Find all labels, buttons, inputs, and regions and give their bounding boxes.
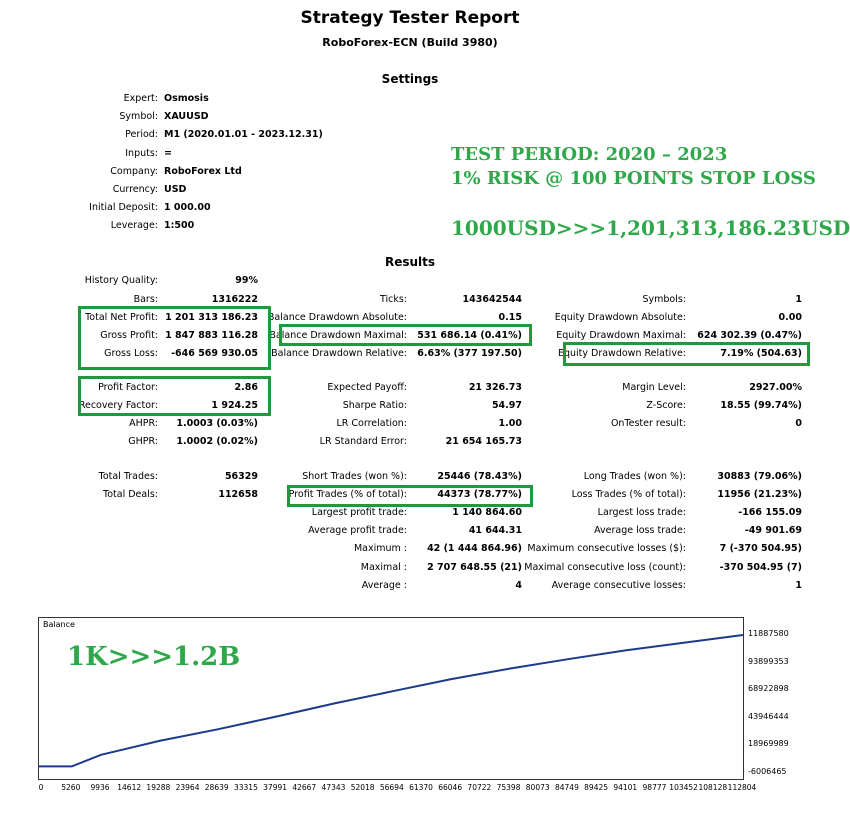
col3-value: 18.55 (99.74%) <box>720 400 802 411</box>
col3-label: Equity Drawdown Absolute: <box>554 312 686 323</box>
col1-label: Total Deals: <box>103 489 158 500</box>
highlight-equity-dd-box <box>563 342 810 366</box>
col2-label: Average : <box>361 580 407 591</box>
x-tick-label: 5260 <box>61 783 81 792</box>
x-tick-label: 61370 <box>409 783 433 792</box>
col3-label: Z-Score: <box>646 400 686 411</box>
x-tick-label: 37991 <box>263 783 288 792</box>
x-tick-label: 14612 <box>117 783 142 792</box>
col2-label: Balance Drawdown Maximal: <box>269 330 407 341</box>
x-tick-label: 103452 <box>669 783 698 792</box>
col3-value: 11956 (21.23%) <box>717 489 802 500</box>
col1-label: GHPR: <box>128 436 158 447</box>
x-tick-label: 28639 <box>204 783 229 792</box>
col3-value: 624 302.39 (0.47%) <box>697 330 802 341</box>
col3-label: Equity Drawdown Relative: <box>557 348 686 359</box>
col1-label: Total Trades: <box>98 471 158 482</box>
x-tick-label: 98777 <box>642 783 667 792</box>
x-tick-label: 23964 <box>175 783 200 792</box>
balance-line <box>39 635 743 766</box>
note-risk: 1% RISK @ 100 POINTS STOP LOSS <box>451 168 816 189</box>
col2-label: Maximal : <box>360 562 407 573</box>
chart-plot <box>39 618 743 779</box>
col3-value: 1 <box>795 580 802 591</box>
results-heading: Results <box>384 255 436 269</box>
col2-value: 143642544 <box>462 294 522 305</box>
highlight-profit-box <box>78 306 271 370</box>
x-tick-label: 52018 <box>350 783 375 792</box>
setting-label: Company: <box>110 165 158 177</box>
col3-label: Long Trades (won %): <box>583 471 686 482</box>
x-tick-label: 75398 <box>496 783 521 792</box>
x-tick-label: 84749 <box>554 783 579 792</box>
col2-label: LR Standard Error: <box>319 436 407 447</box>
col3-value: -370 504.95 (7) <box>719 562 802 573</box>
col1-value: 1.0003 (0.03%) <box>176 418 258 429</box>
x-tick-label: 108128 <box>698 783 728 792</box>
y-tick-label: -6006465 <box>748 767 787 776</box>
setting-value: RoboForex Ltd <box>164 165 242 177</box>
col3-label: Maximum consecutive losses ($): <box>527 543 686 554</box>
col2-value: 4 <box>515 580 522 591</box>
chart-title: Balance <box>43 620 75 629</box>
setting-label: Symbol: <box>119 111 158 123</box>
highlight-factor-box <box>78 376 271 416</box>
col1-value: 1 847 883 116.28 <box>165 330 258 341</box>
col1-value: 1 924.25 <box>211 400 258 411</box>
setting-value: 1 000.00 <box>164 202 211 214</box>
col1-label: Gross Loss: <box>104 348 158 359</box>
balance-chart <box>38 617 744 780</box>
x-tick-label: 89425 <box>584 783 609 792</box>
col3-value: 1 <box>795 294 802 305</box>
report-subtitle: RoboForex-ECN (Build 3980) <box>322 36 498 49</box>
y-tick-label: 11887580 <box>748 629 789 638</box>
col3-label: Maximal consecutive loss (count): <box>524 562 686 573</box>
col1-label: History Quality: <box>84 275 158 286</box>
setting-value: Osmosis <box>164 93 209 104</box>
col2-value: 54.97 <box>491 400 522 411</box>
col1-label: Bars: <box>133 294 158 305</box>
x-tick-label: 66046 <box>438 783 463 792</box>
col2-value: 2 707 648.55 (21) <box>427 562 522 573</box>
col1-value: 1 201 313 186.23 <box>165 312 258 323</box>
col1-value: 99% <box>235 275 258 286</box>
col1-value: -646 569 930.05 <box>171 348 258 359</box>
highlight-balance-dd-box <box>279 324 532 346</box>
setting-value: M1 (2020.01.01 - 2023.12.31) <box>164 129 323 141</box>
col1-value: 56329 <box>224 471 258 482</box>
note-growth: 1000USD>>>1,201,313,186.23USD <box>451 216 850 240</box>
col2-label: Short Trades (won %): <box>302 471 407 482</box>
y-tick-label: 68922898 <box>748 684 789 694</box>
col3-value: 7 (-370 504.95) <box>719 543 802 554</box>
col1-value: 2.86 <box>234 382 258 393</box>
col1-label: Profit Factor: <box>98 382 158 393</box>
col2-label: Ticks: <box>379 294 407 305</box>
setting-value: = <box>164 147 172 159</box>
setting-label: Period: <box>125 129 158 141</box>
x-tick-label: 56694 <box>379 783 404 792</box>
col1-value: 1.0002 (0.02%) <box>176 436 258 447</box>
setting-label: Expert: <box>123 93 158 104</box>
col2-label: Balance Drawdown Absolute: <box>267 312 407 323</box>
col1-label: AHPR: <box>129 418 158 429</box>
setting-label: Leverage: <box>110 220 158 232</box>
col3-label: Equity Drawdown Maximal: <box>556 330 686 341</box>
col3-label: Loss Trades (% of total): <box>571 489 686 500</box>
setting-label: Initial Deposit: <box>89 202 158 214</box>
col3-label: Average loss trade: <box>594 525 686 536</box>
x-tick-label: 0 <box>38 783 44 792</box>
chart-note: 1K>>>1.2B <box>67 642 241 672</box>
y-tick-label: 93899353 <box>748 656 789 666</box>
col2-value: 42 (1 444 864.96) <box>427 543 522 554</box>
col3-value: 0 <box>795 418 802 429</box>
col2-value: 1 140 864.60 <box>452 507 522 518</box>
note-test-period: TEST PERIOD: 2020 – 2023 <box>451 144 728 165</box>
x-tick-label: 80073 <box>525 783 550 792</box>
x-tick-label: 94101 <box>613 783 638 792</box>
x-tick-label: 42667 <box>292 783 317 792</box>
col1-value: 112658 <box>218 489 258 500</box>
x-tick-label: 47343 <box>321 783 346 792</box>
col2-value: 1.00 <box>498 418 522 429</box>
x-tick-label: 70722 <box>467 783 492 792</box>
col2-label: Sharpe Ratio: <box>342 400 407 411</box>
col2-value: 44373 (78.77%) <box>437 489 522 500</box>
y-tick-label: 18969989 <box>748 739 789 749</box>
settings-heading: Settings <box>381 72 439 86</box>
col2-label: Expected Payoff: <box>327 382 407 393</box>
x-tick-label: 33315 <box>233 783 258 792</box>
col3-value: 30883 (79.06%) <box>717 471 802 482</box>
col2-value: 25446 (78.43%) <box>437 471 522 482</box>
x-tick-label: 19288 <box>146 783 171 792</box>
y-tick-label: 43946444 <box>748 711 789 721</box>
col3-value: 7.19% (504.63) <box>720 348 802 359</box>
col1-label: Recovery Factor: <box>78 400 158 411</box>
setting-value: USD <box>164 184 187 195</box>
col3-label: Symbols: <box>642 294 686 305</box>
col3-value: 0.00 <box>778 312 802 323</box>
col3-label: Margin Level: <box>622 382 686 393</box>
highlight-profit-trades-box <box>287 485 533 507</box>
col3-label: Largest loss trade: <box>597 507 686 518</box>
col1-label: Gross Profit: <box>100 330 158 341</box>
col2-label: LR Correlation: <box>336 418 407 429</box>
col1-label: Total Net Profit: <box>85 312 158 323</box>
col3-value: -166 155.09 <box>738 507 802 518</box>
report-title: Strategy Tester Report <box>300 8 520 28</box>
x-tick-label: 9936 <box>90 783 110 792</box>
setting-value: 1:500 <box>164 220 195 232</box>
col2-label: Balance Drawdown Relative: <box>271 348 407 359</box>
col2-label: Average profit trade: <box>308 525 407 536</box>
x-tick-label: 112804 <box>727 783 757 792</box>
col3-label: OnTester result: <box>610 418 686 429</box>
col2-value: 41 644.31 <box>468 525 522 536</box>
col2-value: 21 326.73 <box>468 382 522 393</box>
col2-value: 0.15 <box>498 312 522 323</box>
col2-value: 531 686.14 (0.41%) <box>417 330 522 341</box>
col3-label: Average consecutive losses: <box>551 580 686 591</box>
col2-value: 6.63% (377 197.50) <box>417 348 522 359</box>
setting-value: XAUUSD <box>164 111 209 123</box>
col3-value: -49 901.69 <box>744 525 802 536</box>
col2-label: Profit Trades (% of total): <box>288 489 407 500</box>
col2-label: Largest profit trade: <box>311 507 407 518</box>
setting-label: Inputs: <box>125 147 158 159</box>
setting-label: Currency: <box>112 184 158 195</box>
col3-value: 2927.00% <box>749 382 802 393</box>
col2-value: 21 654 165.73 <box>445 436 522 447</box>
col1-value: 1316222 <box>211 294 258 305</box>
col2-label: Maximum : <box>353 543 407 554</box>
